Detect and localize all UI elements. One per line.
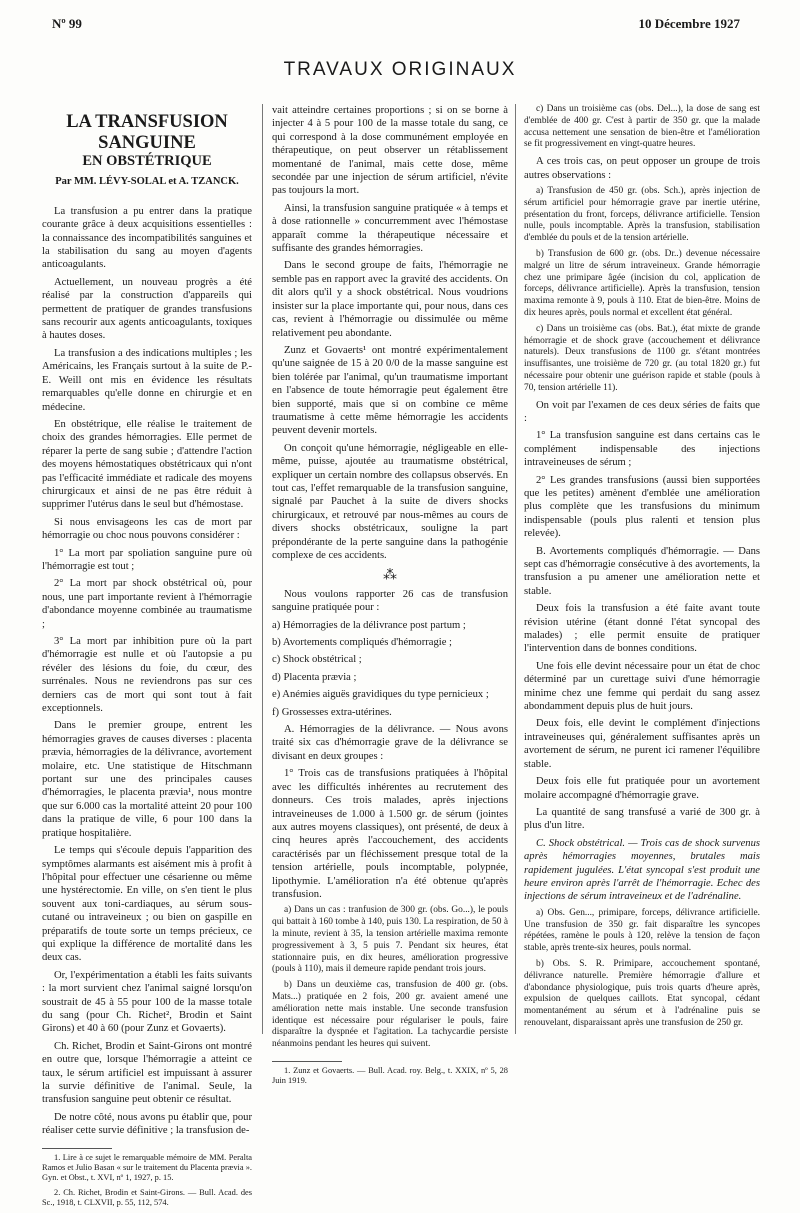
- paragraph: Zunz et Govaerts¹ ont montré expérimentalement qu'une saignée de 15 à 20 0/0 de la masse sanguine est bien tolérée par l'animal, qu'un traumatisme important en l'absence de toute hémorragie peut également être bien supporté, mais que si on combine ce même traumatisme à cette même hémorragie les accidents peuvent devenir mortels.: [272, 344, 508, 437]
- list-item: 3° La mort par inhibition pure où la part d'hémorragie est nulle et où l'autopsie a pu révéler des lésions du foie, du cœur, des surrénales. Nous ne reviendrons pas sur ces derniers cas de mort qui sont tout à fait exceptionnels.: [42, 636, 252, 715]
- footnote: 1. Zunz et Govaerts. — Bull. Acad. roy. Belg., t. XXIX, nº 5, 28 Juin 1919.: [272, 1065, 508, 1086]
- case-paragraph: b) Dans un deuxième cas, transfusion de 400 gr. (obs. Mats...) pratiquée en 2 fois, 200 gr. avaient amené une amélioration nette mais instable. Une seconde transfusion identique est nécessaire pour régulariser le pouls, faire disparaître la dyspnée et l'agitation. La tachycardie persiste néanmoins pendant les heures qui suivent.: [272, 980, 508, 1050]
- column-rule-2: [515, 104, 516, 1034]
- paragraph: Deux fois elle fut pratiquée pour un avortement molaire accompagné d'hémorragie grave.: [524, 776, 760, 801]
- list-item: 2° La mort par shock obstétrical où, pour nous, une part importante revient à l'hémorragie d'abondance moyenne combinée au traumatisme ;: [42, 578, 252, 630]
- case-paragraph: a) Obs. Gen..., primipare, forceps, délivrance artificielle. Une transfusion de 350 gr. fait disparaître les syncopes répétées, ramène le pouls à 120, relève la tension de façon stable, après trente-six heures, pouls normal.: [524, 907, 760, 954]
- list-item: 2° Les grandes transfusions (aussi bien supportées que les petites) amènent d'emblée une amélioration plus complète que les transfusions du minimum indispensable (pouls plus ralenti et tension plus relevée).: [524, 474, 760, 540]
- paragraph: Une fois elle devint nécessaire pour un état de choc déterminé par un curettage suivi d'une hémorragie minime chez une femme qui perdait du sang assez abondamment depuis plus de huit jours.: [524, 660, 760, 713]
- list-item: f) Grossesses extra-utérines.: [272, 706, 392, 718]
- paragraph: Ch. Richet, Brodin et Saint-Girons ont montré en outre que, lorsque l'hémorragie a atteint ce taux, le sérum artificiel est impuissant à assurer la survie définitive de l'animal. Seule, la transfusion sanguine peut obtenir ce résultat.: [42, 1040, 252, 1106]
- paragraph: La transfusion a pu entrer dans la pratique courante grâce à deux acquisitions essentielles : la connaissance des incompatibilités sanguines et la stabilisation du sang au moyen d'agents anticoagulants.: [42, 205, 252, 271]
- column-3: [524, 104, 760, 1034]
- section-title: TRAVAUX ORIGINAUX: [283, 59, 517, 80]
- footnote-rule: [42, 1148, 112, 1149]
- list-item: c) Shock obstétrical ;: [272, 654, 362, 666]
- case-paragraph: a) Dans un cas : tranfusion de 300 gr. (obs. Go...), le pouls qui battait à 160 tombe à 140, puis 130. La respiration, de 50 à la minute, revient à 35, la tension artérielle maxima remonte progressivement à 3, 5 puis 7. Pendant six heures, état stationnaire puis, en dix heures, amélioration progressive (pouls à 110), mais il demeure rapide pendant trois jours.: [272, 905, 508, 975]
- issue-date: 10 Décembre 1927: [638, 16, 740, 31]
- paragraph: Dans le premier groupe, entrent les hémorragies graves de causes diverses : placenta prævia, hémorragies de la délivrance, avortement molaire, etc. Une statistique de Hitschmann portant sur une des principales causes d'hémorragies, le placenta prævia¹, nous montre que sur 6.000 cas la mortalité atteint 20 pour 100 dans la pratique de ville, 6 pour 100 dans la pratique hospitalière.: [42, 720, 252, 839]
- paragraph: Actuellement, un nouveau progrès a été réalisé par la construction d'appareils qui permettent de pratiquer de grandes transfusions sans recourir aux agents anticoagulants, toxiques à hautes doses.: [42, 276, 252, 342]
- list-item: a) Hémorragies de la délivrance post partum ;: [272, 619, 466, 631]
- page-number: Nº 99: [52, 16, 82, 31]
- case-paragraph: c) Dans un troisième cas (obs. Del...), la dose de sang est d'emblée de 400 gr. C'est à partir de 350 gr. que la malade accusa nettement une sensation de bien-être et l'amélioration se fit progressivement en vingt-quatre heures.: [524, 104, 760, 150]
- paragraph: Or, l'expérimentation a établi les faits suivants : la mort survient chez l'animal saigné lorsqu'on soustrait de 45 à 55 pour 100 de la masse totale du sang (pour Ch. Richet², Brodin et Saint Girons) et 40 à 60 (pour Zunz et Govaerts).: [42, 969, 252, 1035]
- case-paragraph: b) Obs. S. R. Primipare, accouchement spontané, délivrance naturelle. Première hémorragie d'allure et d'abondance physiologique, puis trois quarts d'heure après, expulsion de quelques caillots. Etat syncopal, cédant momentanément au sérum et à l'adrénaline puis se renouvelant, disparaissant après une transfusion de 250 gr.: [524, 958, 760, 1028]
- paragraph: Nous voulons rapporter 26 cas de transfusion sanguine pratiquée pour :: [272, 588, 508, 614]
- paragraph: De notre côté, nous avons pu établir que, pour réaliser cette survie définitive ; la transfusion de-: [42, 1111, 252, 1137]
- section-heading-paragraph: A. Hémorragies de la délivrance. — Nous avons traité six cas d'hémorragie grave de la délivrance se divisant en deux groupes :: [272, 724, 508, 762]
- paragraph: Ainsi, la transfusion sanguine pratiquée « à temps et à dose rationnelle » concurremment avec l'hémostase apparaît comme la thérapeutique nécessaire et suffisante des grandes hémorragies.: [272, 202, 508, 255]
- footnote: 2. Ch. Richet, Brodin et Saint-Girons. — Bull. Acad. des Sc., 1918, t. CLXVII, p. 55, 112, 574.: [42, 1187, 252, 1208]
- case-paragraph: c) Dans un troisième cas (obs. Bat.), état mixte de grande hémorragie et de shock grave (accouchement et délivrance naturels). Deux transfusions de 1100 gr. s'étant montrées insuffisantes, une troisième de 720 gr. (au total 1820 gr.) fut nécessaire pour obtenir une guérison rapide et stable (pouls à 70, tension artérielle 11).: [524, 323, 760, 393]
- section-heading-paragraph: B. Avortements compliqués d'hémorragie. — Dans sept cas d'hémorragie consécutive à des avortements, la transfusion a pu amener une amélioration nette et stable.: [524, 545, 760, 597]
- list-item: e) Anémies aiguës gravidiques du type pernicieux ;: [272, 689, 489, 701]
- paragraph: A ces trois cas, on peut opposer un groupe de trois autres observations :: [524, 156, 760, 181]
- article-authors: Par MM. LÉVY-SOLAL et A. TZANCK.: [55, 176, 239, 188]
- footnote-rule: [272, 1061, 342, 1062]
- article-title: LA TRANSFUSION SANGUINE: [66, 112, 228, 153]
- paragraph: Si nous envisageons les cas de mort par hémorragie ou choc nous pouvons considérer :: [42, 516, 252, 542]
- paragraph: En obstétrique, elle réalise le traitement de choix des grandes hémorragies. Elle permet de réparer la perte de sang subie ; d'attendre l'action des moyens hémostatiques obstétricaux qui n'ont pas l'efficacité immédiate et radicale des moyens chirurgicaux et ainsi de ne pas être réduit à supprimer l'utérus dans le seul but d'hémostase.: [42, 418, 252, 511]
- paragraph: vait atteindre certaines proportions ; si on se borne à injecter 4 à 5 pour 100 de la masse totale du sang, ce qui correspond à la dose communément employée en thérapeutique, on peut observer un rétablissement momentané de l'animal, mais cette dose, même secondée par une injection de sérum artificiel, n'évite pas toujours la mort.: [272, 105, 508, 197]
- section-heading-paragraph: C. Shock obstétrical. — Trois cas de shock survenus après hémorragies moyennes, brutales mais rapidement jugulées. L'état syncopal s'est produit une heure environ après l'arrêt de l'hémorragie. Echec des injections de sérum intraveineux et de l'adrénaline.: [524, 837, 760, 903]
- article-subtitle: EN OBSTÉTRIQUE: [82, 153, 212, 169]
- list-item: 1° La mort par spoliation sanguine pure où l'hémorragie est tout ;: [42, 547, 252, 572]
- asterism-divider: ⁂: [383, 568, 397, 584]
- paragraph: Dans le second groupe de faits, l'hémorragie ne semble pas en rapport avec la gravité des accidents. On dit alors qu'il y a shock obstétrical. Nous voudrions insister sur la place importante qui, pour nous, dans ces cas, revient à l'hémorragie ou dissimulée ou même relativement peu abondante.: [272, 260, 508, 339]
- paragraph: La transfusion a des indications multiples ; les Américains, les Français surtout à la suite de P.-E. Weill ont mis en évidence les résultats remarquables qu'elle donne en chirurgie et en médecine.: [42, 347, 252, 413]
- paragraph: 1° Trois cas de transfusions pratiquées à l'hôpital avec les difficultés inhérentes au recrutement des donneurs. Ces trois malades, après injections intraveineuses de 1.000 à 1.500 gr. de sérum (jointes aux autres moyens classiques), ont présenté, de deux à cinq heures après l'accouchement, des accidents caractérisés par un fléchissement presque total de la tension artérielle, pouls incomptable, polypnée, lipothymie. L'amélioration n'a été obtenue qu'après transfusion.: [272, 768, 508, 900]
- paragraph: Deux fois, elle devint le complément d'injections intraveineuses qui, généralement suffisantes après un avortement de sérum, ne purent ici ramener l'équilibre stable.: [524, 718, 760, 770]
- paragraph: Deux fois la transfusion a été faite avant toute révision utérine (étant donné l'état syncopal des malades) ; elle permit ensuite de pratiquer l'intervention dans de bonnes conditions.: [524, 603, 760, 655]
- footnote: 1. Lire à ce sujet le remarquable mémoire de MM. Peralta Ramos et Julio Basan « sur le traitement du Placenta prævia ». Gyn. et Obst., t. XVI, nº 1, 1927, p. 15.: [42, 1152, 252, 1183]
- list-item: b) Avortements compliqués d'hémorragie ;: [272, 637, 452, 649]
- column-2: [272, 104, 508, 1091]
- list-item: 1° La transfusion sanguine est dans certains cas le complément indispensable des injections intraveineuses de sérum ;: [524, 430, 760, 469]
- case-paragraph: a) Transfusion de 450 gr. (obs. Sch.), après injection de sérum artificiel pour hémorragie grave par inertie utérine, présentation du front, forceps, délivrance artificielle. Tension nulle, pouls incomptable. Après la transfusion, stabilisation d'emblée du pouls et de la tension artérielle.: [524, 186, 760, 244]
- paragraph: La quantité de sang transfusé a varié de 300 gr. à plus d'un litre.: [524, 806, 760, 832]
- case-paragraph: b) Transfusion de 600 gr. (obs. Dr..) devenue nécessaire malgré un litre de sérum intraveineux. Grande hémorragie chez une primipare âgée (incision du col, application de forceps, délivrance artificielle). Après la transfusion, tension maxima remonte à 9, pouls à 110. Etat de bien-être. Moins de dix heures après, pouls normal et excellent état général.: [524, 248, 760, 318]
- list-item: d) Placenta prævia ;: [272, 671, 357, 683]
- column-1: [42, 104, 252, 1213]
- paragraph: Le temps qui s'écoule depuis l'apparition des symptômes alarmants est aisément mis à profit à l'hôpital pour effectuer une césarienne ou même une hystérectomie. En ville, on s'en tient le plus souvent aux toni-cardiaques, au sérum sous-cutané ou intraveineux ; ou bien on gaspille en préparatifs de toute sorte un temps précieux, ce qui explique la différence de mortalité dans les deux cas.: [42, 845, 252, 964]
- paragraph: On voit par l'examen de ces deux séries de faits que :: [524, 399, 760, 424]
- paragraph: On conçoit qu'une hémorragie, négligeable en elle-même, puisse, ajoutée au traumatisme obstétrical, expliquer un certain nombre des collapsus observés. En tout cas, l'effet remarquable de la transfusion sanguine, signalé par Pauchet à la suite de divers shocks chirurgicaux, et retrouvé par nous-mêmes au cours de divers shocks obstétricaux, souligne la part prépondérante de la perte sanguine dans la pathogénie complexe de ces accidents.: [272, 442, 508, 561]
- running-header: [52, 16, 740, 34]
- column-rule-1: [262, 104, 263, 1034]
